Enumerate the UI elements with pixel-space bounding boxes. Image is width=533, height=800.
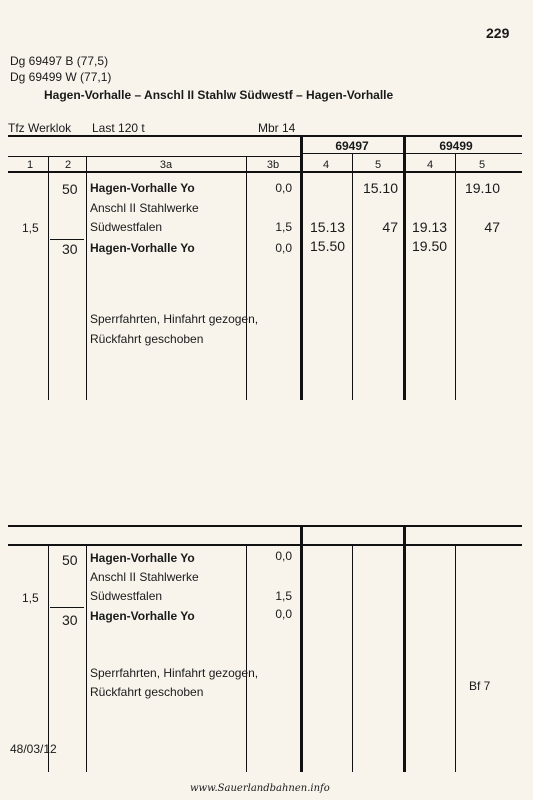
col-2-label: 2 [64, 159, 72, 171]
page-number: 229 [486, 25, 510, 41]
route-title: Hagen-Vorhalle – Anschl II Stahlw Südwestf – Hagen-Vorhalle [44, 88, 394, 102]
vline-train-a [300, 137, 303, 400]
block2-top-rule [8, 525, 522, 527]
station-end-2: Hagen-Vorhalle Yo [90, 609, 195, 623]
station-mid-line2-2: Südwestfalen [90, 589, 163, 603]
train-line-1: Dg 69497 B (77,5) [10, 54, 109, 68]
vline2-col2 [86, 546, 87, 772]
dist-mid: 1,5 [275, 220, 292, 234]
km-start-2: 50 [62, 552, 78, 568]
vline2-train-a [300, 527, 303, 772]
dist-start-2: 0,0 [275, 549, 292, 563]
station-end: Hagen-Vorhalle Yo [90, 241, 195, 255]
km-left-value: 1,5 [22, 221, 39, 235]
vline2-train-b [403, 527, 406, 772]
note2-line-2: Rückfahrt geschoben [90, 685, 204, 699]
km-end: 30 [62, 241, 78, 257]
vline2-col3a [246, 546, 247, 772]
station-mid-line1: Anschl II Stahlwerke [90, 201, 199, 215]
header-mid-rule-left [8, 156, 300, 157]
vline-train-b [403, 137, 406, 400]
train-b-number: 69499 [439, 139, 473, 153]
b-dep-mid: 47 [484, 219, 500, 235]
vline2-col4a [352, 546, 353, 772]
train-line-2: Dg 69499 W (77,1) [10, 70, 112, 84]
bf-label: Bf 7 [469, 679, 491, 693]
dist-mid-2: 1,5 [275, 589, 292, 603]
a-arr-end: 15.50 [310, 238, 346, 254]
note-line-2: Rückfahrt geschoben [90, 332, 204, 346]
b-arr-mid: 19.13 [412, 219, 448, 235]
km-left-value-2: 1,5 [22, 591, 39, 605]
km-divider-1 [50, 239, 84, 240]
km-divider-2 [50, 607, 84, 608]
km-start: 50 [62, 181, 78, 197]
dist-start: 0,0 [275, 181, 292, 195]
watermark: www.Sauerlandbahnen.info [190, 783, 330, 794]
col-4a-label: 4 [322, 159, 330, 171]
col-5b-label: 5 [478, 159, 486, 171]
note2-line-1: Sperrfahrten, Hinfahrt gezogen, [90, 666, 259, 680]
a-dep-mid: 47 [382, 219, 398, 235]
station-mid-line2: Südwestfalen [90, 220, 163, 234]
col-3a-label: 3a [159, 159, 173, 171]
load-label: Last 120 t [92, 121, 145, 135]
dist-end: 0,0 [275, 241, 292, 255]
note-line-1: Sperrfahrten, Hinfahrt gezogen, [90, 312, 259, 326]
b-arr-end: 19.50 [412, 238, 448, 254]
vline2-col1 [48, 546, 49, 772]
dist-end-2: 0,0 [275, 607, 292, 621]
km-end-2: 30 [62, 612, 78, 628]
station-mid-line1-2: Anschl II Stahlwerke [90, 570, 199, 584]
vline2-col4b [455, 546, 456, 772]
header-top-rule [8, 135, 522, 137]
station-start: Hagen-Vorhalle Yo [90, 181, 195, 195]
col-3b-label: 3b [266, 159, 280, 171]
train-a-number: 69497 [335, 139, 369, 153]
col-1-label: 1 [26, 159, 34, 171]
station-start-2: Hagen-Vorhalle Yo [90, 551, 195, 565]
vline-col1 [48, 156, 49, 400]
b-dep-start: 19.10 [464, 180, 500, 196]
col-4b-label: 4 [426, 159, 434, 171]
mbr-label: Mbr 14 [258, 121, 296, 135]
header-mid-rule [300, 153, 522, 154]
a-arr-mid: 15.13 [310, 219, 346, 235]
col-5a-label: 5 [374, 159, 382, 171]
footer-code: 48/03/12 [10, 742, 57, 756]
vline-col2 [86, 156, 87, 400]
tfz-label: Tfz Werklok [8, 121, 72, 135]
a-dep-start: 15.10 [362, 180, 398, 196]
